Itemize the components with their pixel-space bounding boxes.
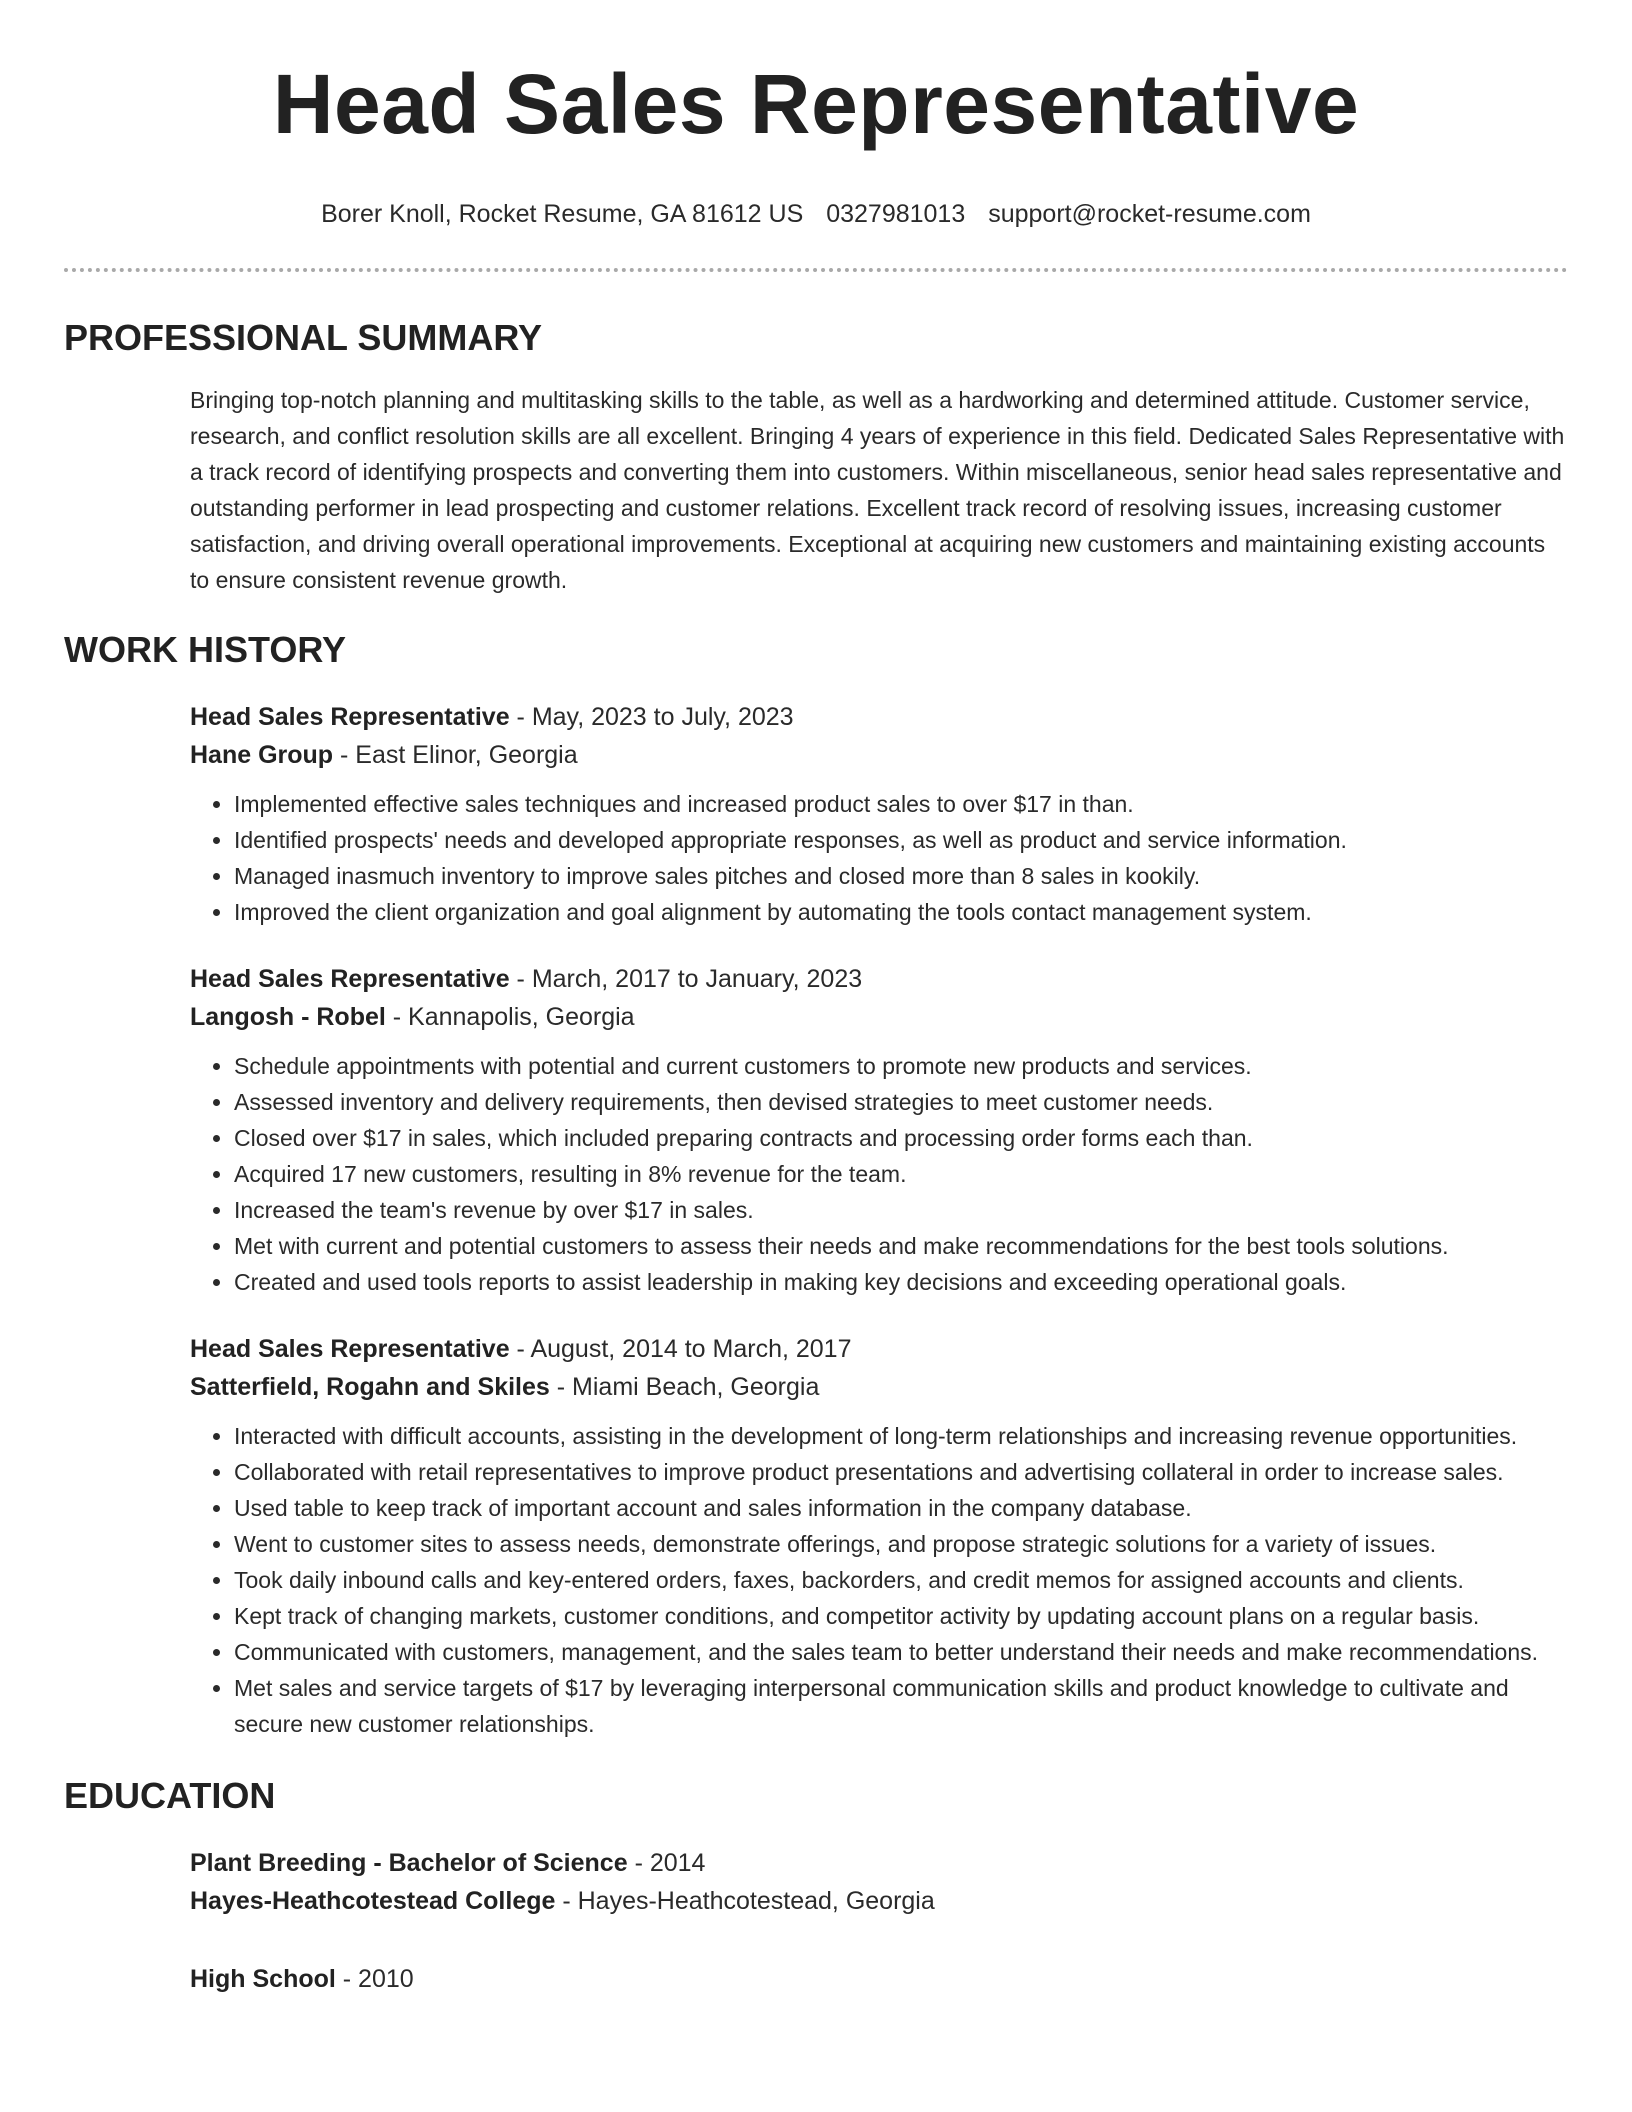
degree-line [190, 1960, 1568, 1998]
job-bullet: • Went to customer sites to assess needs, demonstrate offerings, and propose strategic solutions for a variety of issues. [234, 1526, 1568, 1562]
job-entry [190, 698, 1568, 930]
education-entry [190, 1960, 1568, 1998]
job-company-line [190, 998, 1568, 1036]
job-bullet: • Communicated with customers, management, and the sales team to better understand their needs and make recommendations. [234, 1634, 1568, 1670]
job-dates: - March, 2017 to January, 2023 [509, 965, 863, 993]
job-location: - Miami Beach, Georgia [549, 1373, 820, 1401]
job-bullet: • Collaborated with retail representatives to improve product presentations and advertising collateral in order to increase sales. [234, 1454, 1568, 1490]
job-bullet: • Met with current and potential customers to assess their needs and make recommendations for the best tools solutions. [234, 1228, 1568, 1264]
job-bullet: • Created and used tools reports to assist leadership in making key decisions and exceeding operational goals. [234, 1264, 1568, 1300]
job-bullet: • Identified prospects' needs and developed appropriate responses, as well as product and service information. [234, 822, 1568, 858]
job-entry [190, 1330, 1568, 1742]
job-bullets [190, 786, 1568, 930]
job-company: Langosh - Robel [190, 1003, 386, 1031]
education-heading: EDUCATION [64, 1775, 276, 1816]
degree-line [190, 1844, 1568, 1882]
job-bullet: • Schedule appointments with potential and current customers to promote new products and services. [234, 1048, 1568, 1084]
job-bullet: • Met sales and service targets of $17 by leveraging interpersonal communication skills and product knowledge to cultivate and secure new customer relationships. [234, 1670, 1568, 1742]
summary-text: Bringing top-notch planning and multitasking skills to the table, as well as a hardworking and determined attitude. Customer service, research, and conflict resolution skills are all excellent. Bringing 4 years of experience in this field. Dedicated Sales Representative with a track record of identifying prospects and converting them into customers. Within miscellaneous, senior head sales representative and outstanding performer in lead prospecting and customer relations. Excellent track record of resolving issues, increasing customer satisfaction, and driving overall operational improvements. Exceptional at acquiring new customers and maintaining existing accounts to ensure consistent revenue growth. [190, 387, 1565, 593]
job-company-line [190, 736, 1568, 774]
contact-address: Borer Knoll, Rocket Resume, GA 81612 US [321, 200, 804, 228]
job-bullet: • Improved the client organization and goal alignment by automating the tools contact management system. [234, 894, 1568, 930]
resume-title: Head Sales Representative [272, 57, 1360, 151]
job-bullet: • Assessed inventory and delivery requirements, then devised strategies to meet customer needs. [234, 1084, 1568, 1120]
job-bullet: • Kept track of changing markets, customer conditions, and competitor activity by updating account plans on a regular basis. [234, 1598, 1568, 1634]
job-title-line [190, 1330, 1568, 1368]
summary-heading: PROFESSIONAL SUMMARY [64, 317, 543, 358]
degree: Plant Breeding - Bachelor of Science [190, 1849, 628, 1877]
education-entry [190, 1844, 1568, 1920]
school-location: - Hayes-Heathcotestead, Georgia [555, 1887, 935, 1915]
job-bullet: • Interacted with difficult accounts, assisting in the development of long-term relationships and increasing revenue opportunities. [234, 1418, 1568, 1454]
job-bullet: • Managed inasmuch inventory to improve sales pitches and closed more than 8 sales in kookily. [234, 858, 1568, 894]
job-title: Head Sales Representative [190, 703, 510, 731]
job-bullet: • Acquired 17 new customers, resulting in 8% revenue for the team. [234, 1156, 1568, 1192]
degree-year: - 2014 [627, 1849, 706, 1877]
contact-line [64, 198, 1568, 230]
summary-section [64, 382, 1568, 598]
degree: High School [190, 1965, 336, 1993]
header-divider [64, 268, 1568, 272]
job-location: - Kannapolis, Georgia [385, 1003, 635, 1031]
degree-year: - 2010 [335, 1965, 414, 1993]
contact-phone: 0327981013 [826, 200, 966, 228]
job-bullet: • Took daily inbound calls and key-entered orders, faxes, backorders, and credit memos for assigned accounts and clients. [234, 1562, 1568, 1598]
resume-page [64, 0, 1568, 1998]
job-title: Head Sales Representative [190, 965, 510, 993]
job-title-line [190, 698, 1568, 736]
school-line [190, 1882, 1568, 1920]
job-company: Hane Group [190, 741, 334, 769]
work-history-heading: WORK HISTORY [64, 629, 347, 670]
job-location: - East Elinor, Georgia [333, 741, 578, 769]
work-history-section [64, 698, 1568, 1742]
job-bullet: • Increased the team's revenue by over $17 in sales. [234, 1192, 1568, 1228]
job-company-line [190, 1368, 1568, 1406]
job-title: Head Sales Representative [190, 1335, 510, 1363]
contact-email: support@rocket-resume.com [988, 200, 1311, 228]
job-dates: - August, 2014 to March, 2017 [509, 1335, 852, 1363]
job-bullet: • Closed over $17 in sales, which included preparing contracts and processing order forms each than. [234, 1120, 1568, 1156]
job-entry [190, 960, 1568, 1300]
school: Hayes-Heathcotestead College [190, 1887, 556, 1915]
job-dates: - May, 2023 to July, 2023 [509, 703, 794, 731]
job-bullets [190, 1048, 1568, 1300]
job-company: Satterfield, Rogahn and Skiles [190, 1373, 550, 1401]
job-title-line [190, 960, 1568, 998]
education-section [64, 1844, 1568, 1998]
job-bullet: • Implemented effective sales techniques and increased product sales to over $17 in than. [234, 786, 1568, 822]
job-bullet: • Used table to keep track of important account and sales information in the company database. [234, 1490, 1568, 1526]
job-bullets [190, 1418, 1568, 1742]
